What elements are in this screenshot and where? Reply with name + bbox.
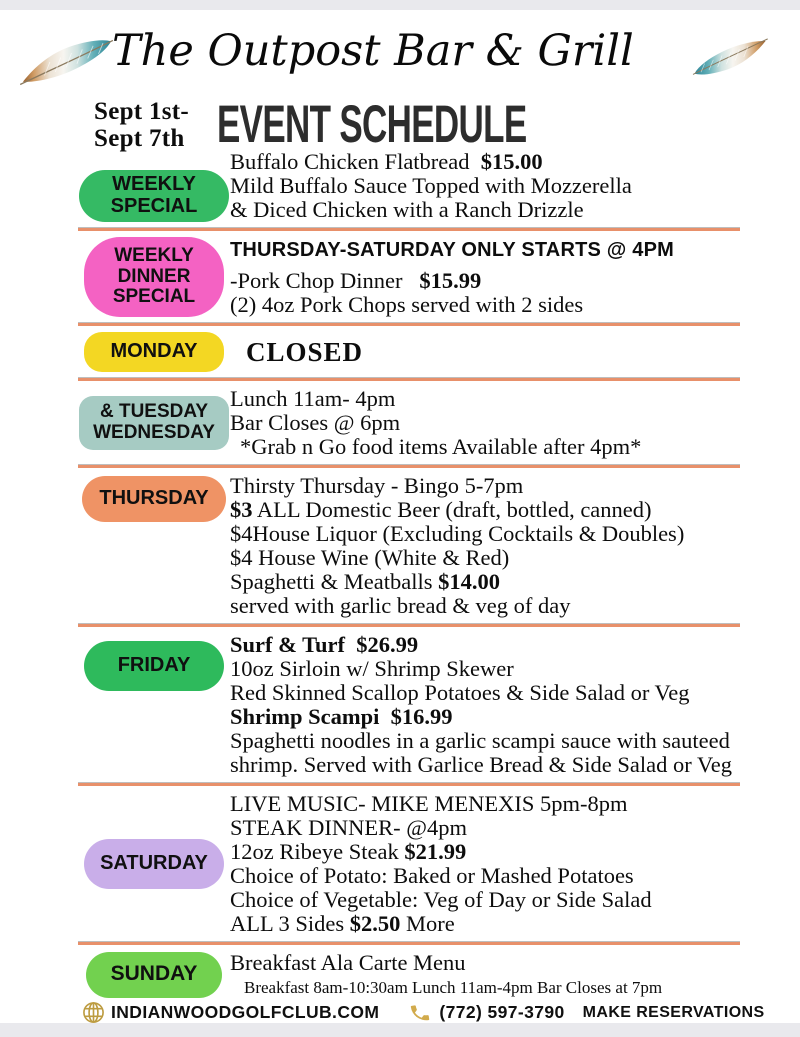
footer xyxy=(82,1001,765,1024)
tuesday-wednesday-pill xyxy=(79,396,229,450)
pill-label: THURSDAY xyxy=(99,487,209,510)
section-divider xyxy=(78,942,740,945)
menu-text: THURSDAY-SATURDAY ONLY STARTS @ 4PM xyxy=(230,239,674,261)
menu-line xyxy=(230,864,770,888)
menu-text: LIVE MUSIC- MIKE MENEXIS 5pm-8pm xyxy=(230,791,628,816)
sunday-pill xyxy=(86,952,222,998)
section-divider xyxy=(78,378,740,381)
section-friday xyxy=(0,631,800,779)
menu-text: (2) 4oz Pork Chops served with 2 sides xyxy=(230,292,584,317)
menu-line xyxy=(230,174,770,198)
menu-text: Thirsty Thursday - Bingo 5-7pm xyxy=(230,473,524,498)
menu-line xyxy=(230,951,770,975)
pill-label: WEEKLY xyxy=(112,173,196,196)
monday-content xyxy=(230,337,800,367)
price-text: $15.99 xyxy=(419,268,482,293)
weekly-dinner-special-content xyxy=(230,237,800,317)
page-title: The Outpost Bar & Grill xyxy=(112,26,634,76)
menu-line xyxy=(230,293,770,317)
bottom-strip xyxy=(0,1023,800,1037)
section-weekly-special xyxy=(0,148,800,224)
section-divider xyxy=(78,465,740,468)
date-line-2: Sept 7th xyxy=(94,124,185,152)
section-sunday xyxy=(0,949,800,1000)
menu-text: STEAK DINNER- @4pm xyxy=(230,815,467,840)
friday-pill xyxy=(84,641,224,691)
phone-icon xyxy=(408,1000,433,1025)
menu-line xyxy=(230,498,770,522)
menu-line xyxy=(230,411,770,435)
menu-line xyxy=(230,888,770,912)
menu-text: Spaghetti & Meatballs xyxy=(230,569,439,594)
menu-text: ALL 3 Sides xyxy=(230,911,350,936)
saturday-content xyxy=(230,792,800,936)
menu-line xyxy=(230,570,770,594)
menu-line xyxy=(230,816,770,840)
menu-text: Choice of Potato: Baked or Mashed Potatoes xyxy=(230,863,634,888)
menu-line xyxy=(230,522,770,546)
globe-icon xyxy=(82,1001,105,1024)
menu-line xyxy=(230,546,770,570)
pill-label: FRIDAY xyxy=(117,654,191,677)
menu-text: Choice of Vegetable: Veg of Day or Side Salad xyxy=(230,887,652,912)
section-divider xyxy=(78,783,740,786)
weekly-dinner-special-pill xyxy=(84,237,224,317)
pill-label: SPECIAL xyxy=(110,195,198,217)
top-strip xyxy=(0,0,800,10)
pill-column xyxy=(78,476,230,522)
price-text: $15.00 xyxy=(480,149,543,174)
menu-text: $4 House Wine (White & Red) xyxy=(230,545,510,570)
pill-column xyxy=(78,641,230,691)
menu-line xyxy=(230,337,770,367)
friday-content xyxy=(230,633,800,777)
menu-text: shrimp. Served with Garlice Bread & Side Salad or Veg xyxy=(230,752,732,777)
section-divider xyxy=(78,228,740,231)
price-text: $14.00 xyxy=(438,569,500,594)
phone-number: (772) 597-3790 xyxy=(439,1002,565,1022)
weekly-special-content xyxy=(230,150,800,222)
menu-line xyxy=(230,237,770,263)
pill-label: MONDAY xyxy=(110,340,198,363)
menu-line xyxy=(230,594,770,618)
price-text: $21.99 xyxy=(404,839,467,864)
section-weekly-dinner-special xyxy=(0,235,800,319)
pill-column xyxy=(78,332,230,372)
pill-label: SUNDAY xyxy=(110,962,198,986)
date-line-1: Sept 1st- xyxy=(94,98,190,125)
menu-text: Breakfast 8am-10:30am Lunch 11am-4pm Bar Closes at 7pm xyxy=(244,978,663,997)
pill-column xyxy=(78,396,230,450)
section-divider xyxy=(78,323,740,326)
menu-line xyxy=(230,657,770,681)
menu-line xyxy=(230,435,770,459)
pill-label: DINNER xyxy=(117,265,191,287)
date-range xyxy=(94,99,189,152)
schedule-heading: EVENT SCHEDULE xyxy=(217,95,527,154)
pill-column xyxy=(78,952,230,998)
feather-icon xyxy=(682,28,778,86)
menu-line xyxy=(230,474,770,498)
menu-text: More xyxy=(400,911,455,936)
section-saturday xyxy=(0,790,800,938)
menu-line xyxy=(230,912,770,936)
saturday-pill xyxy=(84,839,224,889)
tuesday-wednesday-content xyxy=(230,387,800,459)
monday-pill xyxy=(84,332,224,372)
menu-text: ALL Domestic Beer (draft, bottled, canned) xyxy=(252,497,652,522)
menu-line xyxy=(230,150,770,174)
menu-line xyxy=(230,729,770,753)
menu-line xyxy=(230,198,770,222)
menu-line xyxy=(230,387,770,411)
menu-text: served with garlic bread & veg of day xyxy=(230,593,571,618)
menu-line xyxy=(230,681,770,705)
thursday-content xyxy=(230,474,800,618)
price-text: Shrimp Scampi $16.99 xyxy=(230,704,453,729)
price-text: Surf & Turf $26.99 xyxy=(230,632,419,657)
weekly-special-pill xyxy=(79,170,229,222)
menu-text: Lunch 11am- 4pm xyxy=(230,386,396,411)
section-divider xyxy=(78,624,740,627)
menu-line xyxy=(230,269,770,293)
pill-label: SPECIAL xyxy=(112,286,196,308)
price-text: $3 xyxy=(230,497,253,522)
menu-line xyxy=(230,705,770,729)
menu-text: Breakfast Ala Carte Menu xyxy=(230,950,466,975)
menu-text: Bar Closes @ 6pm xyxy=(230,410,401,435)
section-thursday xyxy=(0,472,800,620)
price-text: $2.50 xyxy=(349,911,401,936)
menu-text: $4House Liquor (Excluding Cocktails & Doubles) xyxy=(230,521,685,546)
menu-line xyxy=(230,792,770,816)
menu-line xyxy=(230,977,770,998)
menu-text: 12oz Ribeye Steak xyxy=(230,839,405,864)
pill-column xyxy=(78,170,230,222)
menu-text: 10oz Sirloin w/ Shrimp Skewer xyxy=(230,656,514,681)
menu-text: -Pork Chop Dinner xyxy=(230,268,420,293)
menu-line xyxy=(230,633,770,657)
make-reservations-label: MAKE RESERVATIONS xyxy=(582,1003,765,1021)
section-tuesday-wednesday xyxy=(0,385,800,461)
menu-text: Spaghetti noodles in a garlic scampi sauce with sauteed xyxy=(230,728,730,753)
pill-column xyxy=(78,839,230,889)
price-text: CLOSED xyxy=(246,337,364,367)
menu-text: *Grab n Go food items Available after 4pm* xyxy=(240,434,642,459)
menu-line xyxy=(230,840,770,864)
menu-text: Red Skinned Scallop Potatoes & Side Salad or Veg xyxy=(230,680,690,705)
website-link: INDIANWOODGOLFCLUB.COM xyxy=(111,1002,380,1022)
menu-text: Mild Buffalo Sauce Topped with Mozzerella xyxy=(230,173,632,198)
pill-label: SATURDAY xyxy=(100,852,208,875)
pill-column xyxy=(78,237,230,317)
pill-label: & TUESDAY xyxy=(99,401,209,423)
pill-label: WEDNESDAY xyxy=(93,422,215,443)
schedule-sections xyxy=(0,148,800,1000)
pill-label: WEEKLY xyxy=(114,245,194,267)
menu-text: & Diced Chicken with a Ranch Drizzle xyxy=(230,197,584,222)
sunday-content xyxy=(230,951,800,998)
section-monday xyxy=(0,330,800,374)
feather-icon xyxy=(12,26,122,98)
menu-text: Buffalo Chicken Flatbread xyxy=(230,149,481,174)
menu-line xyxy=(230,753,770,777)
thursday-pill xyxy=(82,476,226,522)
